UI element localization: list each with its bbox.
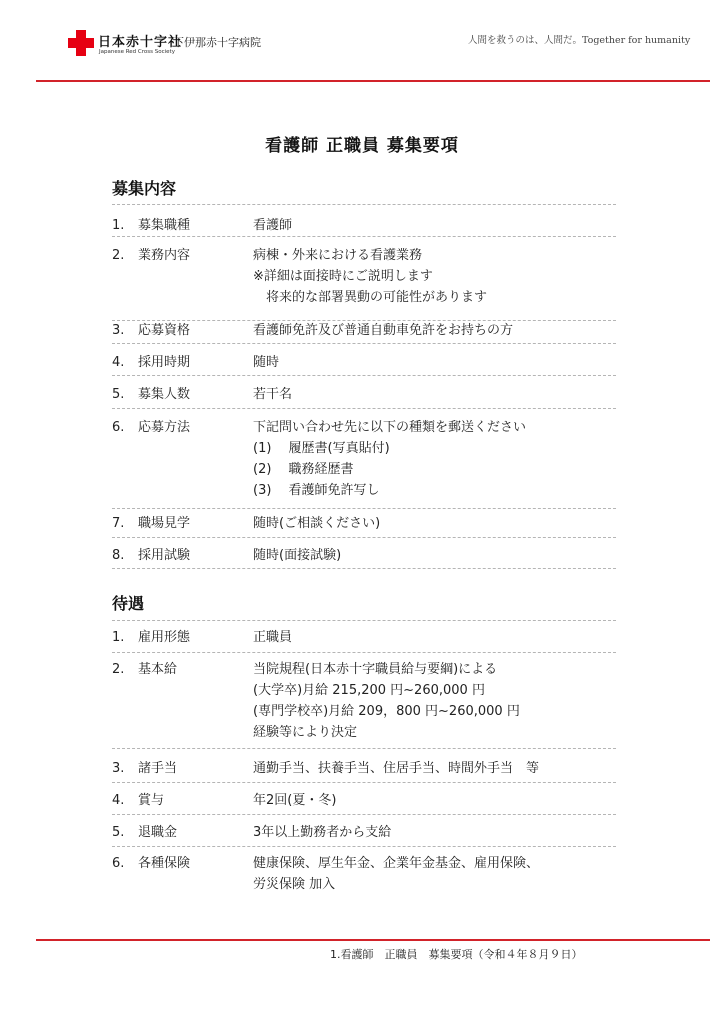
item-label: 募集人数 (138, 387, 191, 402)
section-heading: 待遇 (112, 594, 145, 613)
item-number: 5. (112, 387, 125, 402)
item-number: 1. (112, 630, 125, 645)
item-label: 退職金 (138, 825, 178, 840)
item-label: 応募方法 (138, 420, 191, 435)
item-value-line: 病棟・外来における看護業務 (253, 248, 423, 263)
item-value (253, 822, 391, 843)
item-value (253, 417, 526, 501)
item-value-line: 労災保険 加入 (253, 877, 336, 892)
item-value-line: (2) 職務経歴書 (253, 462, 354, 477)
row-divider (112, 568, 616, 569)
item-label: 業務内容 (138, 248, 191, 263)
item-label: 賞与 (138, 793, 165, 808)
item-label: 諸手当 (138, 761, 178, 776)
red-cross-icon (68, 30, 94, 56)
header-divider (36, 80, 710, 82)
item-value (253, 790, 336, 811)
row-divider (112, 375, 616, 376)
item-value (253, 659, 520, 743)
item-number: 7. (112, 516, 125, 531)
footer-caption: 1.看護師 正職員 募集要項（令和４年８月９日） (330, 948, 583, 961)
item-value-line: 随時(面接試験) (253, 548, 342, 563)
item-value (253, 545, 341, 566)
item-label: 応募資格 (138, 323, 191, 338)
item-number: 2. (112, 662, 125, 677)
item-value-line: 通勤手当、扶養手当、住居手当、時間外手当 等 (253, 761, 540, 776)
item-label: 募集職種 (138, 218, 191, 233)
row-divider (112, 814, 616, 815)
item-value (253, 215, 292, 236)
item-number: 3. (112, 761, 125, 776)
item-number: 6. (112, 856, 125, 871)
page-title: 看護師 正職員 募集要項 (265, 136, 459, 156)
item-label: 雇用形態 (138, 630, 191, 645)
item-number: 8. (112, 548, 125, 563)
item-value-line: (専門学校卒)月給 209，800 円~260,000 円 (253, 704, 520, 719)
item-number: 4. (112, 355, 125, 370)
row-divider (112, 748, 616, 749)
item-value-line: 随時(ご相談ください) (253, 516, 381, 531)
item-label: 職場見学 (138, 516, 191, 531)
item-value-line: 当院規程(日本赤十字職員給与要綱)による (253, 662, 498, 677)
item-value (253, 245, 487, 308)
row-divider (112, 408, 616, 409)
item-value-line: (3) 看護師免許写し (253, 483, 380, 498)
item-value-line: 看護師 (253, 218, 293, 233)
item-label: 基本給 (138, 662, 178, 677)
item-value (253, 352, 279, 373)
item-value-line: ※詳細は面接時にご説明します (253, 269, 433, 284)
item-value-line: 将来的な部署異動の可能性があります (253, 290, 488, 305)
item-number: 5. (112, 825, 125, 840)
row-divider (112, 652, 616, 653)
item-number: 4. (112, 793, 125, 808)
row-divider (112, 343, 616, 344)
row-divider (112, 508, 616, 509)
section-heading: 募集内容 (112, 179, 177, 198)
item-value (253, 384, 292, 405)
item-number: 2. (112, 248, 125, 263)
slogan: 人間を救うのは、人間だ。Together for humanity (468, 35, 691, 46)
footer-divider (36, 939, 710, 941)
row-divider (112, 846, 616, 847)
item-value-line: 正職員 (253, 630, 293, 645)
item-value-line: 3年以上勤務者から支給 (253, 825, 392, 840)
item-value-line: 若干名 (253, 387, 293, 402)
item-value-line: 下記問い合わせ先に以下の種類を郵送ください (253, 420, 527, 435)
item-label: 各種保険 (138, 856, 191, 871)
org-name-en: Japanese Red Cross Society (99, 49, 175, 55)
item-value (253, 853, 539, 895)
item-value (253, 627, 292, 648)
item-value (253, 758, 539, 779)
item-value (253, 320, 513, 341)
item-value-line: (大学卒)月給 215,200 円~260,000 円 (253, 683, 485, 698)
item-value-line: 年2回(夏・冬) (253, 793, 337, 808)
item-value-line: 随時 (253, 355, 280, 370)
row-divider (112, 537, 616, 538)
row-divider (112, 782, 616, 783)
hospital-name: 下伊那赤十字病院 (173, 36, 261, 49)
item-label: 採用試験 (138, 548, 191, 563)
item-value-line: 経験等により決定 (253, 725, 358, 740)
item-number: 1. (112, 218, 125, 233)
item-number: 6. (112, 420, 125, 435)
item-label: 採用時期 (138, 355, 191, 370)
org-name-ja: 日本赤十字社 (98, 35, 183, 50)
item-number: 3. (112, 323, 125, 338)
item-value-line: (1) 履歴書(写真貼付) (253, 441, 390, 456)
item-value-line: 健康保険、厚生年金、企業年金基金、雇用保険、 (253, 856, 540, 871)
section-divider (112, 204, 616, 205)
item-value (253, 513, 380, 534)
row-divider (112, 236, 616, 237)
item-value-line: 看護師免許及び普通自動車免許をお持ちの方 (253, 323, 514, 338)
section-divider (112, 620, 616, 621)
